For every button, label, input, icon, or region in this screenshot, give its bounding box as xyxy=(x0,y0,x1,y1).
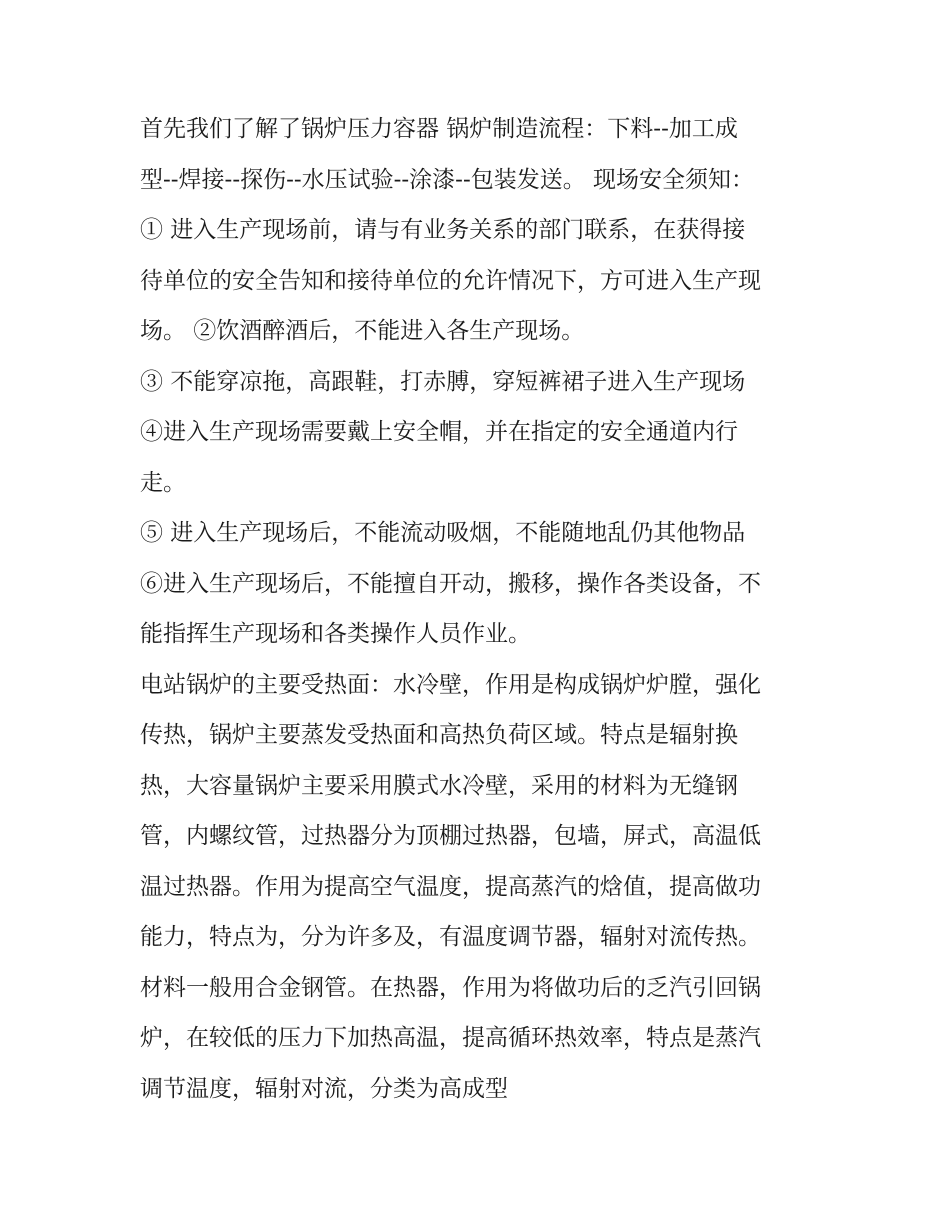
text-line: 首先我们了解了锅炉压力容器 锅炉制造流程：下料--加工成 xyxy=(140,116,738,142)
text-line: 炉，在较低的压力下加热高温，提高循环热效率，特点是蒸汽 xyxy=(140,1025,761,1051)
text-line: ③ 不能穿凉拖，高跟鞋，打赤膊，穿短裤裙子进入生产现场 xyxy=(140,368,746,395)
text-line: 走。 xyxy=(140,469,186,496)
text-line: ⑥进入生产现场后，不能擅自开动，搬移，操作各类设备，不 xyxy=(140,570,761,597)
text-line: 调节温度，辐射对流，分类为高成型 xyxy=(140,1075,508,1102)
text-line: 电站锅炉的主要受热面：水冷壁，作用是构成锅炉炉膛，强化 xyxy=(140,671,761,698)
text-line: 温过热器。作用为提高空气温度，提高蒸汽的焓值，提高做功 xyxy=(140,873,761,900)
text-line: 材料一般用合金钢管。在热器，作用为将做功后的乏汽引回锅 xyxy=(140,974,761,1001)
text-line: 型--焊接--探伤--水压试验--涂漆--包装发送。 现场安全须知： xyxy=(140,166,755,193)
text-line: 能指挥生产现场和各类操作人员作业。 xyxy=(140,621,531,647)
text-line: ① 进入生产现场前，请与有业务关系的部门联系，在获得接 xyxy=(140,217,746,243)
text-line: ④进入生产现场需要戴上安全帽，并在指定的安全通道内行 xyxy=(140,419,738,445)
text-line: 场。 ②饮酒醉酒后，不能进入各生产现场。 xyxy=(140,318,585,344)
text-line: 传热，锅炉主要蒸发受热面和高热负荷区域。特点是辐射换 xyxy=(140,722,738,748)
document-body xyxy=(140,104,820,1114)
text-line: ⑤ 进入生产现场后，不能流动吸烟，不能随地乱仍其他物品 xyxy=(140,520,746,546)
text-line: 能力，特点为，分为许多及，有温度调节器，辐射对流传热。 xyxy=(140,924,761,950)
text-line: 待单位的安全告知和接待单位的允许情况下，方可进入生产现 xyxy=(140,267,761,294)
text-line: 热，大容量锅炉主要采用膜式水冷壁，采用的材料为无缝钢 xyxy=(140,772,738,799)
text-line: 管，内螺纹管，过热器分为顶棚过热器，包墙，屏式，高温低 xyxy=(140,823,761,849)
